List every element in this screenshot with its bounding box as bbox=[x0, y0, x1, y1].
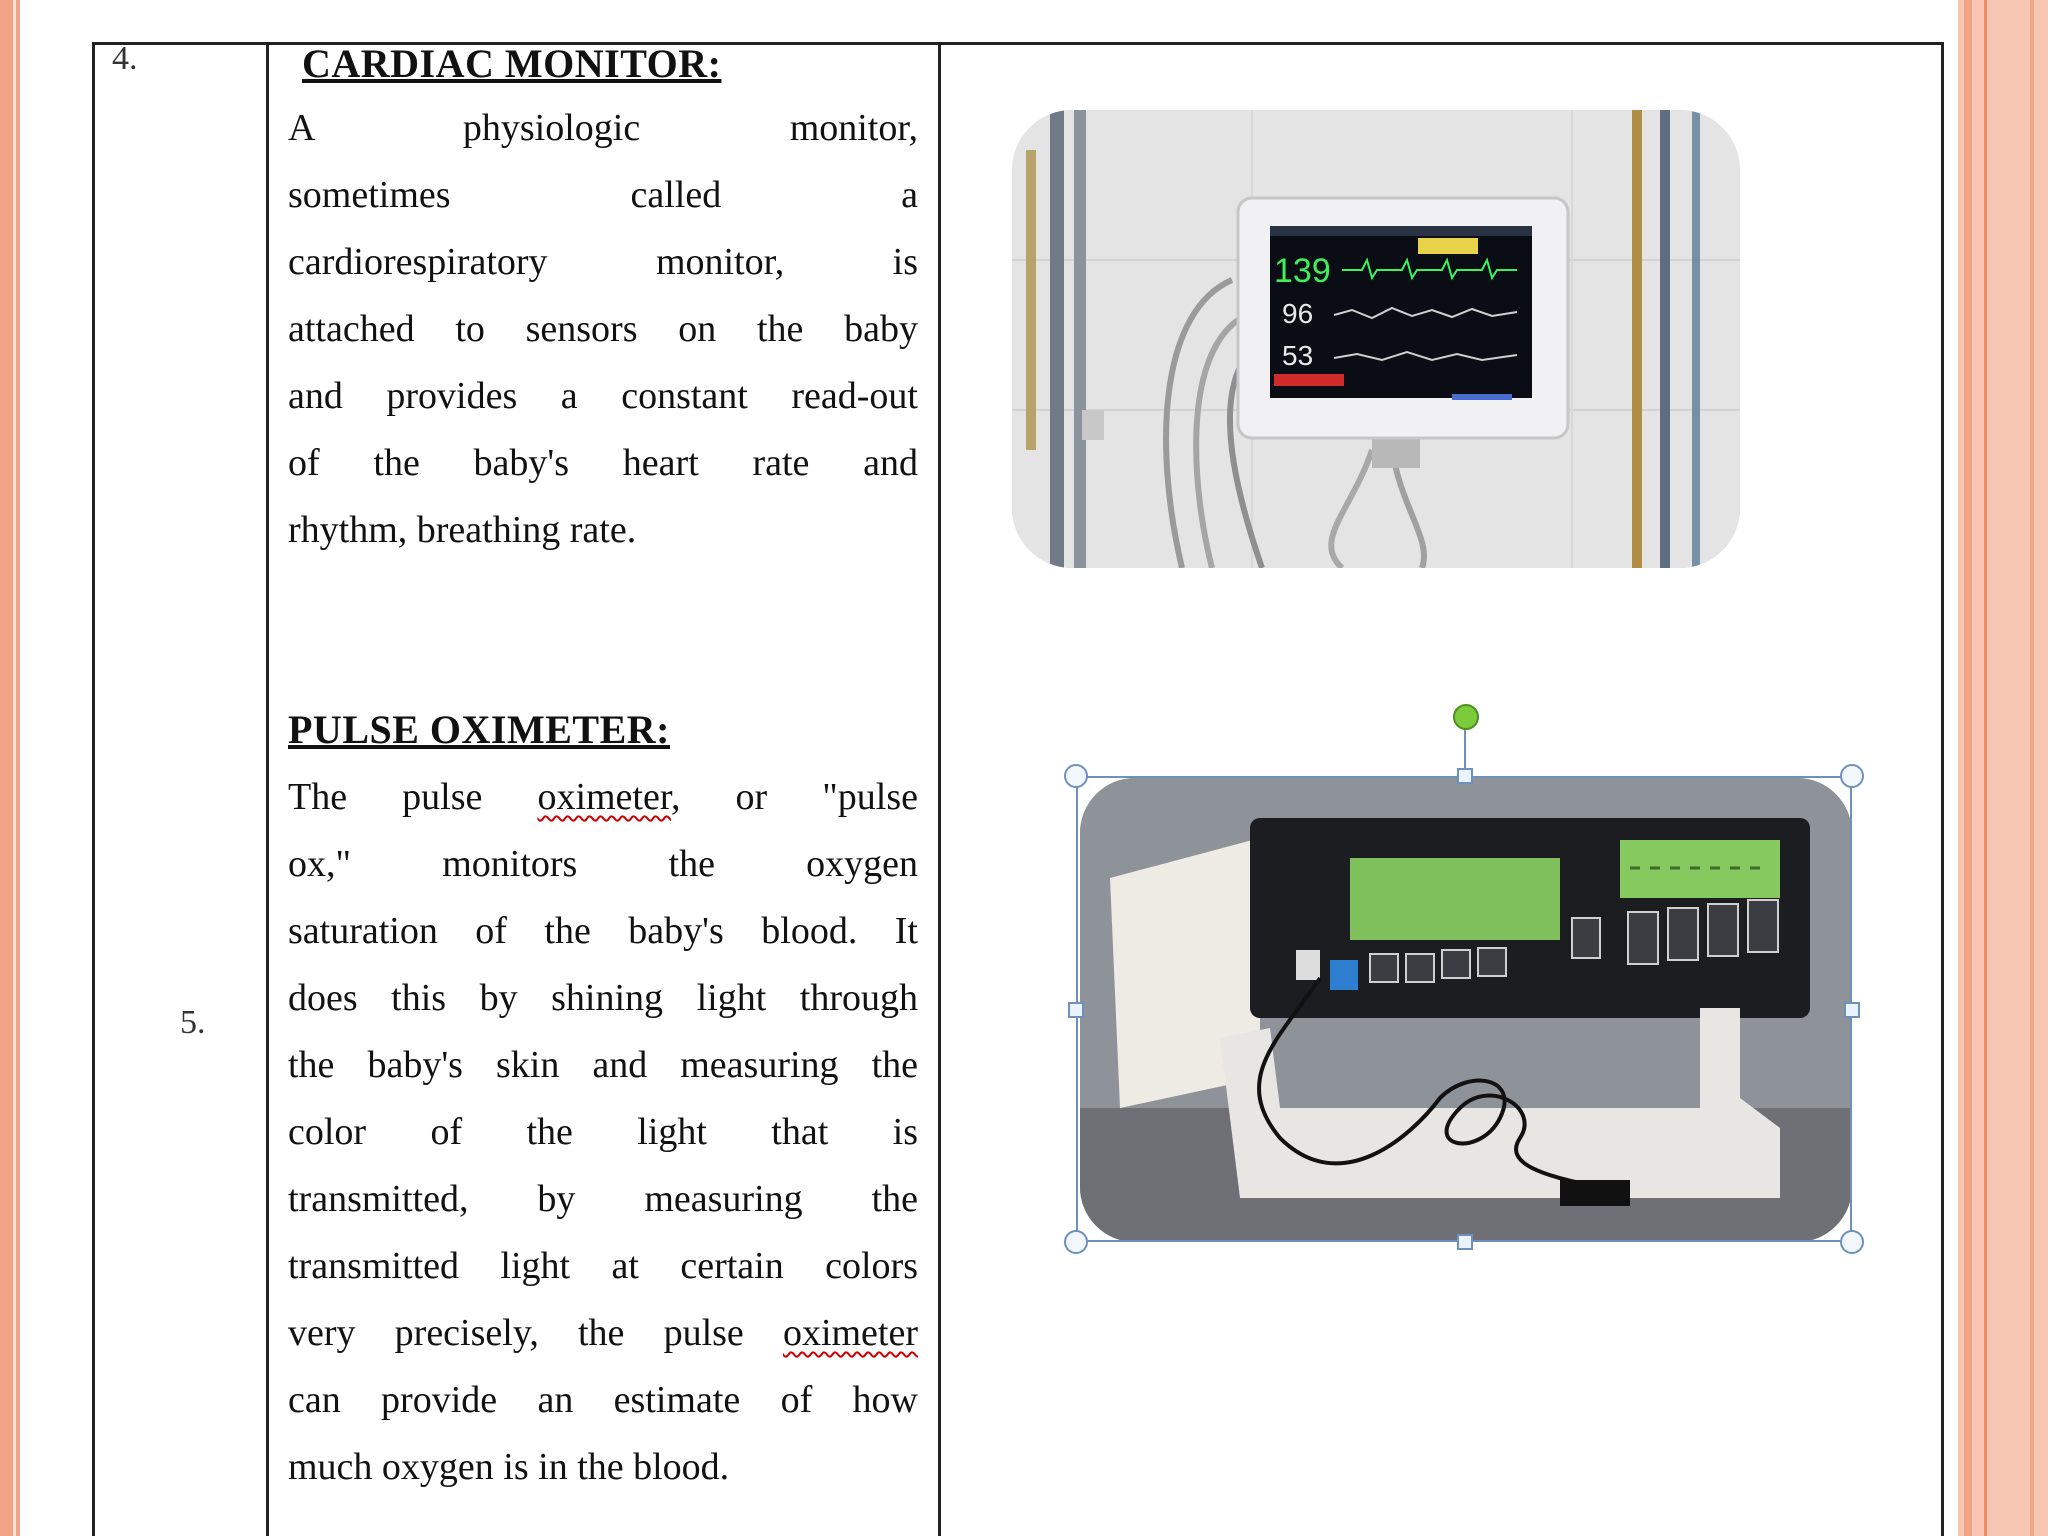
resize-handle-top[interactable] bbox=[1457, 768, 1473, 784]
left-decorative-bar bbox=[0, 0, 20, 1536]
text-line: cardiorespiratory monitor, is bbox=[288, 241, 918, 283]
right-decorative-bar bbox=[1958, 0, 2048, 1536]
resize-handle-left[interactable] bbox=[1068, 1002, 1084, 1018]
resize-handle-bottom-left[interactable] bbox=[1064, 1230, 1088, 1254]
cardiac-monitor-description bbox=[288, 95, 918, 564]
pulse-oximeter-image bbox=[1080, 778, 1852, 1242]
resize-handle-right[interactable] bbox=[1844, 1002, 1860, 1018]
text-line: attached to sensors on the baby bbox=[288, 308, 918, 350]
text-line: sometimes called a bbox=[288, 174, 918, 216]
text-line: ox," monitors the oxygen bbox=[288, 843, 918, 885]
text-line: much oxygen is in the blood. bbox=[288, 1446, 730, 1488]
row-number-4: 4. bbox=[112, 40, 138, 77]
text-line: the baby's skin and measuring the bbox=[288, 1044, 918, 1086]
text-line: transmitted light at certain colors bbox=[288, 1245, 918, 1287]
resize-handle-top-left[interactable] bbox=[1064, 764, 1088, 788]
text-line: color of the light that is bbox=[288, 1111, 918, 1153]
spellcheck-underline: oximeter bbox=[782, 1312, 918, 1354]
table-column-divider-2 bbox=[938, 42, 941, 1536]
resize-handle-bottom-right[interactable] bbox=[1840, 1230, 1864, 1254]
text-line: and provides a constant read-out bbox=[288, 375, 918, 417]
text-line: rhythm, breathing rate. bbox=[288, 509, 637, 551]
text-line: saturation of the baby's blood. It bbox=[288, 910, 918, 952]
text-line: of the baby's heart rate and bbox=[288, 442, 918, 484]
resize-handle-bottom[interactable] bbox=[1457, 1234, 1473, 1250]
table-column-divider-1 bbox=[266, 42, 269, 1536]
text-line: can provide an estimate of how bbox=[288, 1379, 918, 1421]
heart-rate-reading: 139 bbox=[1274, 252, 1331, 290]
text-line: A physiologic monitor, bbox=[288, 107, 918, 149]
resize-handle-top-right[interactable] bbox=[1840, 764, 1864, 788]
cardiac-monitor-image bbox=[1012, 110, 1740, 568]
table-right-border bbox=[1941, 42, 1944, 1536]
row-number-5: 5. bbox=[180, 1004, 206, 1041]
spo2-reading: 96 bbox=[1282, 298, 1314, 329]
cardiac-monitor-heading: CARDIAC MONITOR: bbox=[302, 41, 722, 86]
text-line: transmitted, by measuring the bbox=[288, 1178, 918, 1220]
pulse-oximeter-description bbox=[288, 764, 918, 1501]
text-line: very precisely, the pulse oximeter bbox=[288, 1312, 918, 1354]
spellcheck-underline: oximeter bbox=[537, 776, 671, 818]
table-left-border bbox=[92, 42, 95, 1536]
resp-rate-reading: 53 bbox=[1282, 340, 1314, 371]
text-line: The pulse oximeter, or "pulse bbox=[288, 776, 918, 818]
pulse-oximeter-heading: PULSE OXIMETER: bbox=[288, 707, 670, 752]
rotate-handle[interactable] bbox=[1453, 704, 1479, 730]
text-line: does this by shining light through bbox=[288, 977, 918, 1019]
